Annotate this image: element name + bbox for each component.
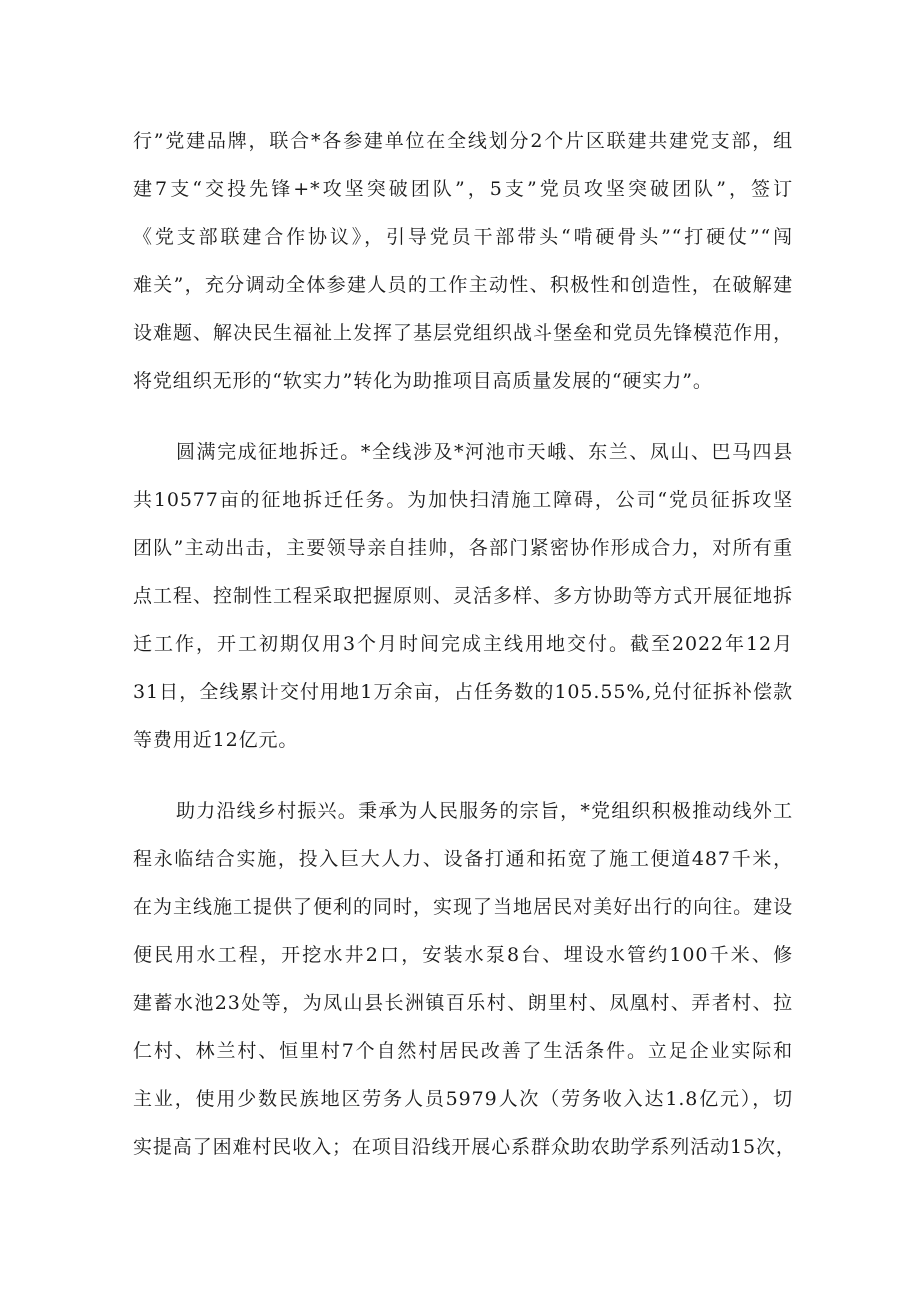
text-line: 将党组织无形的“软实力”转化为助推项目高质量发展的“硬实力”。 <box>133 370 713 392</box>
text-line: 31日，全线累计交付用地1万余亩，占任务数的105.55%,兑付征拆补偿款 <box>133 681 793 703</box>
text-line: 在为主线施工提供了便利的同时，实现了当地居民对美好出行的向往。建设 <box>133 896 793 918</box>
text-line: 便民用水工程，开挖水井2口，安装水泵8台、埋设水管约100千米、修 <box>133 944 793 966</box>
text-line: 《党支部联建合作协议》，引导党员干部带头“啃硬骨头”“打硬仗”“闯 <box>133 226 793 248</box>
text-line: 团队”主动出击，主要领导亲自挂帅，各部门紧密协作形成合力，对所有重 <box>133 537 793 559</box>
text-line: 助力沿线乡村振兴。秉承为人民服务的宗旨，*党组织积极推动线外工 <box>176 800 793 822</box>
text-line: 实提高了困难村民收入；在项目沿线开展心系群众助农助学系列活动15次， <box>133 1136 796 1158</box>
text-line: 圆满完成征地拆迁。*全线涉及*河池市天峨、东兰、凤山、巴马四县 <box>176 441 793 463</box>
text-line: 建蓄水池23处等，为凤山县长洲镇百乐村、朗里村、凤凰村、弄者村、拉 <box>133 992 793 1014</box>
text-line: 迁工作，开工初期仅用3个月时间完成主线用地交付。截至2022年12月 <box>133 633 793 655</box>
text-line: 点工程、控制性工程采取把握原则、灵活多样、多方协助等方式开展征地拆 <box>133 585 793 607</box>
text-line: 等费用近12亿元。 <box>133 729 299 751</box>
text-line: 难关”，充分调动全体参建人员的工作主动性、积极性和创造性，在破解建 <box>133 274 793 296</box>
text-line: 建7支“交投先锋+*攻坚突破团队”，5支”党员攻坚突破团队”，签订 <box>133 178 793 200</box>
text-line: 主业，使用少数民族地区劳务人员5979人次（劳务收入达1.8亿元），切 <box>133 1088 793 1110</box>
text-line: 程永临结合实施，投入巨大人力、设备打通和拓宽了施工便道487千米， <box>133 848 793 870</box>
text-line: 共10577亩的征地拆迁任务。为加快扫清施工障碍，公司“党员征拆攻坚 <box>133 489 793 511</box>
text-line: 设难题、解决民生福祉上发挥了基层党组织战斗堡垒和党员先锋模范作用， <box>133 322 793 344</box>
text-line: 行”党建品牌，联合*各参建单位在全线划分2个片区联建共建党支部，组 <box>133 130 793 152</box>
text-line: 仁村、林兰村、恒里村7个自然村居民改善了生活条件。立足企业实际和 <box>133 1040 793 1062</box>
